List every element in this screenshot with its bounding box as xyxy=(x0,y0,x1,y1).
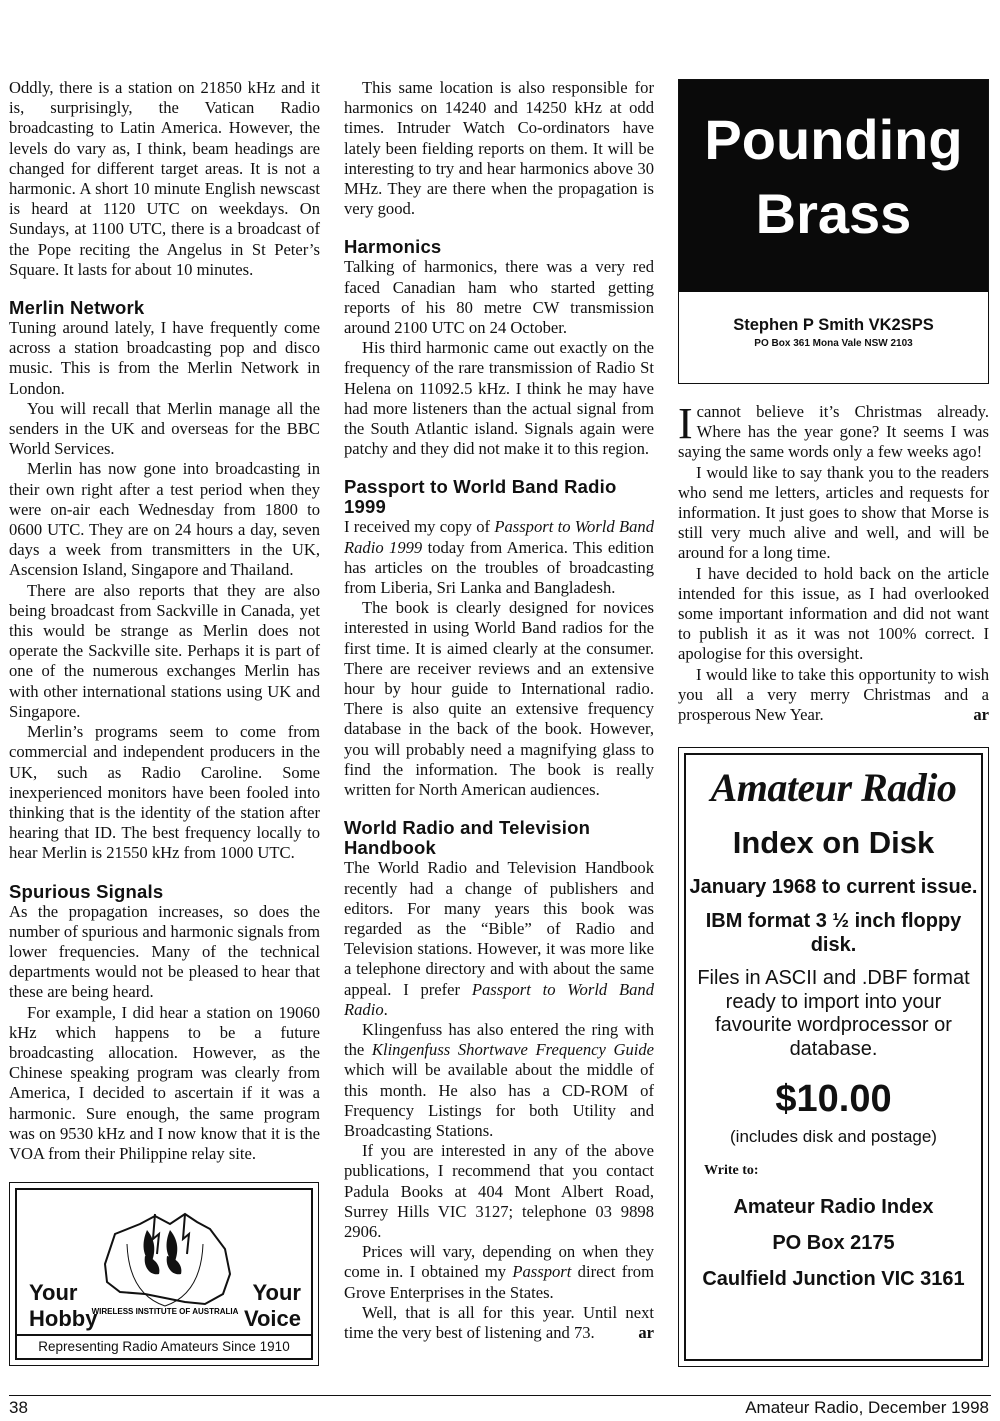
paragraph: Talking of harmonics, there was a very red faced Canadian ham who started getting reports of his 80 metre CW transmission around 2100 UTC on 24 October. xyxy=(344,257,654,338)
author-signature: ar xyxy=(973,705,989,725)
ad-price-note: (includes disk and postage) xyxy=(730,1127,937,1146)
paragraph: This same location is also responsible for harmonics on 14240 and 14250 kHz at odd times. Intruder Watch Co-ordinators have lately been fielding reports on them. It will be interesting to try and hear harmonics above 30 MHz. They are there when the propagation is very good. xyxy=(344,78,654,219)
paragraph: The World Radio and Television Handbook recently had a change of publishers and editors. For many years this book was regarded as the “Bible” of Radio and Television stations. However, it was more like a telephone directory and with about the same appeal. I prefer Passport to World Band Radio. xyxy=(344,858,654,1019)
wia-right-line1: Your xyxy=(252,1280,301,1305)
paragraph: I would like to take this opportunity to wish you all a very merry Christmas and a prosperous New Year. ar xyxy=(678,664,989,725)
column-author: Stephen P Smith VK2SPS xyxy=(733,316,934,334)
paragraph: His third harmonic came out exactly on the frequency of the rare transmission of Radio St Helena on 11092.5 kHz. I think he may have had more listeners than the actual signal from the South Atlantic island. Signals again were patchy and they did not make it to this region. xyxy=(344,338,654,459)
author-signature: ar xyxy=(638,1322,654,1342)
ad-title: Amateur Radio xyxy=(710,765,957,810)
paragraph: You will recall that Merlin manage all the senders in the UK and overseas for the BBC World Services. xyxy=(9,398,320,459)
paragraph: Merlin has now gone into broadcasting in their own right after a test period when they were on-air each Wednesday from 1800 to 0600 UTC. They are on 24 hours a day, seven days a week from transmitters in the UK, Ascension Island, Singapore and Thailand. xyxy=(9,459,320,580)
wia-logo-text: WIRELESS INSTITUTE OF AUSTRALIA xyxy=(91,1307,239,1316)
paragraph: Tuning around lately, I have frequently come across a station broadcasting pop and disco music. This is from the Merlin Network in London. xyxy=(9,318,320,398)
column-title-line1: Pounding xyxy=(704,108,963,171)
drop-cap: I xyxy=(678,399,693,448)
column-1 xyxy=(9,78,320,1164)
wia-your-voice xyxy=(244,1280,301,1332)
book-title: Klingenfuss Shortwave Frequency Guide xyxy=(371,1040,655,1060)
column-3 xyxy=(678,399,989,725)
ad-format: IBM format 3 ½ inch floppy disk. xyxy=(705,910,962,956)
heading-passport: Passport to World Band Radio 1999 xyxy=(344,476,617,518)
column-header-box xyxy=(678,79,989,384)
heading-merlin-network: Merlin Network xyxy=(9,297,145,319)
paragraph: I would like to say thank you to the readers who send me letters, articles and requests for information. It just goes to show that Morse is still very much alive and well, and will be around for a long time. xyxy=(678,462,989,563)
wia-left-line1: Your xyxy=(29,1280,78,1305)
magazine-issue: Amateur Radio, December 1998 xyxy=(745,1398,989,1417)
column-author-address: PO Box 361 Mona Vale NSW 2103 xyxy=(754,338,913,349)
heading-spurious-signals: Spurious Signals xyxy=(9,880,164,902)
paragraph: I have decided to hold back on the article intended for this issue, as I had overlooked some important information and did not want to publish it as it was not 100% correct. I apologise for this oversight. xyxy=(678,563,989,664)
ad-address-line: Amateur Radio Index xyxy=(733,1196,934,1218)
paragraph: Icannot believe it’s Christmas already. Where has the year gone? It seems I was saying the same words only a few weeks ago! xyxy=(678,399,989,462)
wia-left-line2: Hobby xyxy=(29,1306,98,1331)
ad-file-info: Files in ASCII and .DBF format ready to import into your favourite wordprocessor or database. xyxy=(697,967,970,1060)
wia-advertisement xyxy=(9,1182,319,1366)
page-number: 38 xyxy=(9,1398,28,1417)
paragraph: Merlin’s programs seem to come from commercial and independent producers in the UK, such as Radio Caroline. Some inexperienced monitors have been fooled into thinking that is the identity of the station after hearing that ID. The best frequency locally to hear Merlin is 21550 kHz from 1000 UTC. xyxy=(9,722,320,863)
book-title: Passport to World Band Radio xyxy=(344,979,654,1019)
footer-rule xyxy=(9,1395,991,1396)
ad-subtitle: Index on Disk xyxy=(732,825,935,860)
ad-write-to: Write to: xyxy=(704,1163,759,1178)
paragraph: There are also reports that they are also being broadcast from Sackville in Canada, yet this would be strange as Merlin does not operate the Sackville site. Perhaps it is part of one of the numerous exchanges Merlin has with other international stations using UK and Singapore. xyxy=(9,580,320,721)
wia-your-hobby xyxy=(29,1280,97,1332)
paragraph: I received my copy of Passport to World Band Radio 1999 today from America. This edition has articles on the troubles of broadcasting from Liberia, Sri Lanka and Bangladesh. xyxy=(344,517,654,598)
paragraph: Well, that is all for this year. Until next time the very best of listening and 73. ar xyxy=(344,1302,654,1342)
paragraph: Klingenfuss has also entered the ring with the Klingenfuss Shortwave Frequency Guide which will be available about the middle of this month. He also has a CD-ROM of Frequency Listings for both Utility and Broadcasting Stations. xyxy=(344,1019,655,1140)
ad-address xyxy=(686,1189,981,1297)
ad-address-line: Caulfield Junction VIC 3161 xyxy=(702,1268,965,1290)
wia-right-line2: Voice xyxy=(243,1306,301,1331)
paragraph: For example, I did hear a station on 19060 kHz which happens to be a future broadcasting allocation. However, as the Chinese speaking program was clearly from America, I decided to ascertain if it was a harmonic. Sure enough, the same program was on 9530 kHz and I now know that it is the VOA from their Philippine relay site. xyxy=(9,1002,320,1163)
wia-tagline: Representing Radio Amateurs Since 1910 xyxy=(17,1334,311,1358)
column-title-line2: Brass xyxy=(755,182,912,245)
paragraph: Oddly, there is a station on 21850 kHz and it is, surprisingly, the Vatican Radio broadcasting to Latin America. However, the levels do vary as, I think, beam headings are changed for different target areas. It is not a harmonic. A short 10 minute English newscast is heard at 1120 UTC on weekdays. On Sundays, at 1100 UTC, there is a broadcast of the Pope reciting the Angelus in St Peter’s Square. It lasts for about 10 minutes. xyxy=(9,78,320,279)
ad-frame xyxy=(684,753,983,1361)
paragraph: The book is clearly designed for novices interested in using World Band radios for the first time. It is aimed clearly at the consumer. There are receiver reviews and an extensive hour by hour guide to International radio. There is also quite an extensive frequency database in the back of the book. However, you will probably need a magnifying glass to find the information. The book is really written for North American audiences. xyxy=(344,598,654,800)
wia-ad-frame xyxy=(15,1188,313,1360)
book-title: Passport xyxy=(512,1262,572,1282)
index-on-disk-advertisement xyxy=(678,747,989,1367)
column-title-banner xyxy=(679,80,988,292)
wia-logo-icon xyxy=(85,1194,245,1334)
ad-date-range: January 1968 to current issue. xyxy=(689,876,978,898)
paragraph: Prices will vary, depending on when they come in. I obtained my Passport direct from Grove Enterprises in the States. xyxy=(344,1242,655,1302)
heading-wrtv: World Radio and Television Handbook xyxy=(344,817,591,859)
ad-address-line: PO Box 2175 xyxy=(772,1232,895,1254)
paragraph: As the propagation increases, so does the number of spurious and harmonic signals from lower frequencies. Many of the technical departments would not be pleased to hear that these are being heard. xyxy=(9,901,320,1002)
column-2 xyxy=(344,78,654,1343)
paragraph: If you are interested in any of the above publications, I recommend that you contact Padula Books at 404 Mont Albert Road, Surrey Hills VIC 3127; telephone 03 9898 2906. xyxy=(344,1141,654,1241)
heading-harmonics: Harmonics xyxy=(344,236,442,258)
ad-price: $10.00 xyxy=(775,1078,892,1120)
book-title: Passport to World Band Radio 1999 xyxy=(344,517,654,557)
